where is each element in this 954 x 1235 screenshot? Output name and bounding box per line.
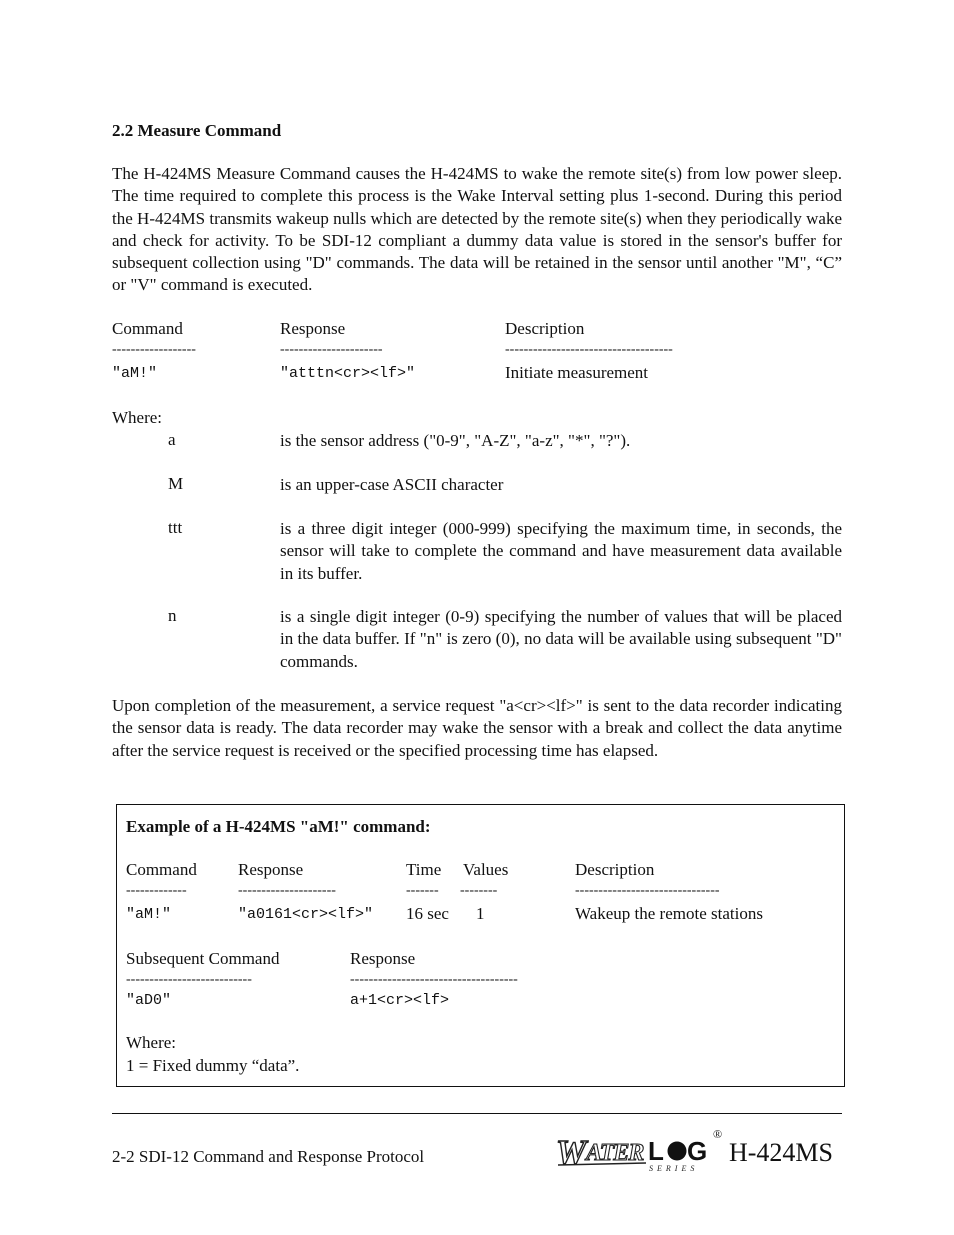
subsequent-command-cell: "aD0" — [126, 992, 172, 1009]
subsequent-response-cell: a+1<cr><lf> — [350, 992, 450, 1009]
definition-term: a — [168, 430, 176, 449]
definition-desc: is the sensor address ("0-9", "A-Z", "a-z", "*", "?"). — [280, 431, 631, 450]
description-divider: ------------------------------------ — [505, 342, 673, 357]
subsequent-command-divider: --------------------------- — [126, 972, 252, 987]
example-description-divider: ------------------------------- — [575, 883, 720, 898]
footer-left-text: 2-2 SDI-12 Command and Response Protocol — [112, 1147, 425, 1166]
svg-text:W: W — [556, 1134, 587, 1171]
svg-text:ATER: ATER — [586, 1140, 644, 1166]
definition-desc: is a three digit integer (000-999) specifying the maximum time, in seconds, the sensor will take to complete the command and have measurement data available in its buffer. — [280, 519, 842, 583]
where-label: Where: — [112, 408, 163, 427]
svg-text:L: L — [648, 1136, 664, 1166]
section-heading: 2.2 Measure Command — [112, 121, 282, 140]
example-description-header: Description — [575, 860, 655, 879]
subsequent-response-divider: ------------------------------------ — [350, 972, 518, 987]
example-box — [116, 804, 845, 1087]
example-response-header: Response — [238, 860, 304, 879]
example-where-label: Where: — [126, 1033, 177, 1052]
example-time-header: Time — [406, 860, 442, 879]
command-header: Command — [112, 319, 183, 338]
example-description-cell: Wakeup the remote stations — [575, 904, 763, 923]
intro-paragraph: The H-424MS Measure Command causes the H-424MS to wake the remote site(s) from low power sleep. The time required to complete this process is the Wake Interval setting plus 1-second. During this period the H-424MS transmits wakeup nulls which are detected by the remote site(s) when they periodically wake and check for activity. To be SDI-12 compliant a dummy data value is stored in the sensor's buffer for subsequent collection using "D" commands. The data will be retained in the sensor until another "M", “C” or "V" command is executed. — [112, 164, 842, 295]
example-values-header: Values — [463, 860, 509, 879]
subsequent-response-header: Response — [350, 949, 416, 968]
definition-desc: is an upper-case ASCII character — [280, 475, 504, 494]
description-cell: Initiate measurement — [505, 363, 649, 382]
example-where-note: 1 = Fixed dummy “data”. — [126, 1056, 300, 1075]
command-divider: ------------------ — [112, 342, 196, 357]
response-header: Response — [280, 319, 346, 338]
definition-term: ttt — [168, 518, 183, 537]
registered-mark: ® — [713, 1127, 723, 1141]
definition-desc: is a single digit integer (0-9) specifying the number of values that will be placed in the data buffer. If "n" is zero (0), no data will be available using subsequent "D" commands. — [280, 607, 842, 671]
example-time-cell: 16 sec — [406, 904, 449, 923]
example-values-divider: -------- — [460, 883, 498, 898]
product-name: H-424MS — [729, 1138, 834, 1167]
example-response-divider: --------------------- — [238, 883, 336, 898]
example-values-cell: 1 — [476, 904, 485, 923]
example-command-divider: ------------- — [126, 883, 187, 898]
example-command-cell: "aM!" — [126, 906, 172, 923]
svg-text:G: G — [687, 1136, 708, 1166]
svg-text:SERIES: SERIES — [649, 1164, 699, 1173]
description-header: Description — [505, 319, 585, 338]
definition-term: n — [168, 606, 177, 625]
example-time-divider: ------- — [406, 883, 439, 898]
waterlog-logo — [556, 1127, 726, 1173]
example-response-cell: "a0161<cr><lf>" — [238, 906, 374, 923]
example-command-header: Command — [126, 860, 197, 879]
command-cell: "aM!" — [112, 365, 158, 382]
response-divider: ---------------------- — [280, 342, 383, 357]
footer-divider — [112, 1113, 842, 1114]
definition-term: M — [168, 474, 184, 493]
subsequent-command-header: Subsequent Command — [126, 949, 280, 968]
response-cell: "atttn<cr><lf>" — [280, 365, 416, 382]
example-title: Example of a H-424MS "aM!" command: — [126, 817, 431, 836]
completion-paragraph: Upon completion of the measurement, a service request "a<cr><lf>" is sent to the data recorder indicating the sensor data is ready. The data recorder may wake the sensor with a break and collect the data anytime after the service request is received or the specified processing time has elapsed. — [112, 696, 842, 760]
